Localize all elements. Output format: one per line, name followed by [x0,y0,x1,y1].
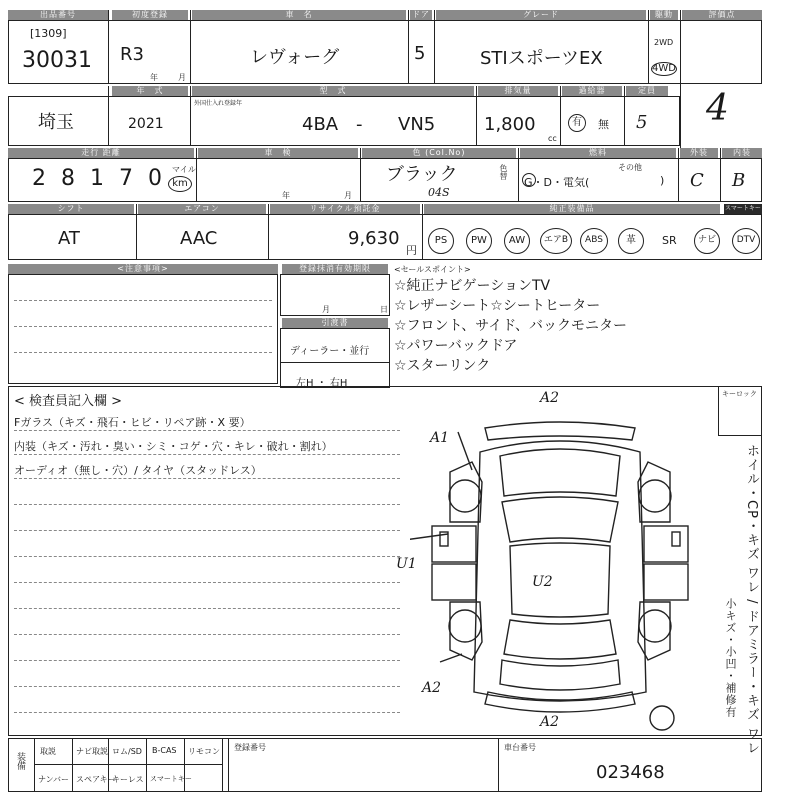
car-damage-diagram [410,392,710,732]
equip-aw-label: AW [508,235,526,246]
equip-pw-label: PW [471,235,487,246]
inspection-month-unit: 月 [344,191,352,200]
car-name: レヴォーグ [250,47,340,68]
bottom-item: スペアキー [76,775,116,784]
chassis-no-label: 車台番号 [504,743,536,752]
hdr-eval: 評価点 [682,10,762,20]
equip-dtv-label: DTV [736,235,756,245]
bottom-item: スマートキー [150,775,192,783]
equip-aw [504,228,530,254]
bottom-item: リモコン [188,747,220,756]
notes-frame [8,274,278,384]
equip-navi-label: ナビ [697,235,716,245]
interior-grade: B [732,170,746,191]
steering-option: 左H ・ 右H [296,378,348,389]
hdr-capacity: 定員 [626,86,668,96]
hdr-mileage: 走行 距離 [8,148,194,158]
equip-navi [694,228,720,254]
eval-score: 4 [706,88,729,129]
hdr-exterior: 外装 [680,148,718,158]
color-number: 04S [428,186,450,199]
reg-month: 月 [322,305,330,314]
side-note-2: 小キズ・小凹・補修有 [724,598,737,718]
sales-point: ☆フロント、サイド、バックモニター [394,318,628,334]
hdr-inspection: 車 検 [198,148,358,158]
sales-point: ☆純正ナビゲーションTV [394,278,551,294]
inspector-line-2: 内装（キズ・汚れ・臭い・シミ・コゲ・穴・キレ・破れ・割れ） [14,440,333,453]
equip-ps [428,228,454,254]
inspector-line-3: オーディオ（無し・穴）/ タイヤ（スタッドレス） [14,464,262,477]
sales-point: ☆レザーシート☆シートヒーター [394,298,601,314]
hdr-displacement: 排気量 [478,86,558,96]
bottom-row-label: 装備 [15,752,25,770]
registration-no-label: 登録番号 [234,743,266,752]
hdr-first-reg: 初度登録 [112,10,188,20]
recycle-yen: 円 [406,244,417,257]
bottom-item: キーレス [112,775,144,784]
drive-4wd-label: 4WD [652,63,676,74]
hdr-lot-no: 出品番号 [8,10,108,20]
turbo-yes-circled [568,114,586,132]
first-reg-month-unit: 月 [178,73,186,82]
fuel-other-label: その他 [618,163,642,172]
model-prefix: 4BA [302,114,339,135]
equip-airbag-label: エアB [543,235,569,245]
equip-abs-label: ABS [585,235,603,245]
first-reg-value: R3 [120,44,144,65]
hdr-turbo: 過給器 [562,86,622,96]
hdr-doors: ドア [410,10,432,20]
mileage-km-label: km [172,178,188,189]
reg-expiry-frame [280,274,390,316]
sales-points-list [394,276,627,376]
fuel-close: ) [660,174,665,187]
hdr-aircon: エアコン [138,204,266,214]
hdr-car-name: 車 名 [192,10,406,20]
side-note-1: ホイル・CP・キズ ワレ / ドアミラー・キズ ワレ [744,444,759,755]
mark-roof: U2 [532,574,553,590]
exterior-grade: C [690,170,704,191]
hdr-handover: 引渡書 [282,318,388,328]
displacement-unit: cc [548,134,557,143]
lot-prefix: [1309] [30,27,67,40]
equip-leather-label: 革 [626,235,636,246]
sales-point: ☆スターリンク [394,358,491,374]
model-code: VN5 [398,114,436,135]
hdr-model-type: 型 式 [192,86,474,96]
hdr-grade: グレード [436,10,646,20]
bottom-item: B-CAS [152,746,177,755]
equip-airbag [540,228,572,254]
mileage-value: 2 8 1 7 0 [32,166,166,191]
equip-leather [618,228,644,254]
lot-number: 30031 [22,48,92,73]
equip-pw [466,228,492,254]
hdr-notes-text: 注意事項 [125,264,161,273]
fuel-options: G・D・電気( [524,176,590,189]
region-value: 埼玉 [38,112,74,133]
aircon-value: AAC [180,228,218,249]
model-dash: - [356,114,363,135]
equip-dtv [732,228,760,254]
hdr-recycle: リサイクル預託金 [270,204,420,214]
hdr-equip: 純正装備品 [424,204,720,214]
equip-abs [580,228,608,254]
mileage-km-circled [168,176,192,192]
color-value: ブラック [386,164,458,185]
capacity-value: 5 [636,112,648,133]
key-lock-label: キーロック [722,390,757,398]
hdr-sales-points: <セールスポイント> [394,265,471,274]
displacement-value: 1,800 [484,114,536,135]
bottom-item: ナンバー [38,775,70,784]
inspector-line-1: Fガラス（キズ・飛石・ヒビ・リペア跡・X 要） [14,416,251,429]
sales-point: ☆パワーバックドア [394,338,518,354]
hdr-interior: 内装 [722,148,762,158]
turbo-no: 無 [598,118,609,131]
fuel-g-circled [522,173,536,187]
hdr-year: 年 式 [112,86,188,96]
inspector-heading: < 検査員記入欄 > [14,394,123,409]
grade-value: STIスポーツEX [480,48,603,69]
hdr-reg-expiry: 登録抹消有効期限 [282,264,388,274]
recycle-value: 9,630 [348,228,400,249]
drive-4wd-circled [651,62,677,76]
color-sub: 色替 [499,164,508,180]
mark-front-left: A1 [430,430,450,446]
mark-front: A2 [540,390,560,406]
bottom-item: ロム/SD [112,747,142,756]
hdr-shift: シフト [8,204,134,214]
hdr-color: 色 (Col.No) [362,148,516,158]
hdr-notes: <注意事項> [8,264,278,274]
shift-value: AT [58,228,80,249]
hdr-drive: 駆動 [650,10,678,20]
doors-value: 5 [414,43,426,64]
mark-rear: A2 [540,714,560,730]
mileage-mile-unit: マイル [172,165,196,174]
turbo-yes-label: 有 [572,117,582,128]
equip-ps-label: PS [434,235,448,246]
chassis-no-value: 023468 [596,762,665,783]
bottom-item: ナビ取説 [76,747,108,756]
hdr-fuel: 燃料 [520,148,676,158]
drive-2wd: 2WD [654,38,674,47]
equip-sr: SR [662,234,677,247]
bottom-item: 取説 [40,747,56,756]
mark-rear-left: A2 [422,680,442,696]
hdr-smart-key: スマートキー [725,205,761,212]
year-value: 2021 [128,116,164,132]
first-reg-year-unit: 年 [150,73,158,82]
mark-left-side: U1 [396,556,417,572]
dealer-option: ディーラー・並行 [290,346,370,357]
year-import-note: 外国仕入れ登録年 [194,100,243,107]
reg-day: 日 [380,305,388,314]
inspection-year-unit: 年 [282,191,290,200]
